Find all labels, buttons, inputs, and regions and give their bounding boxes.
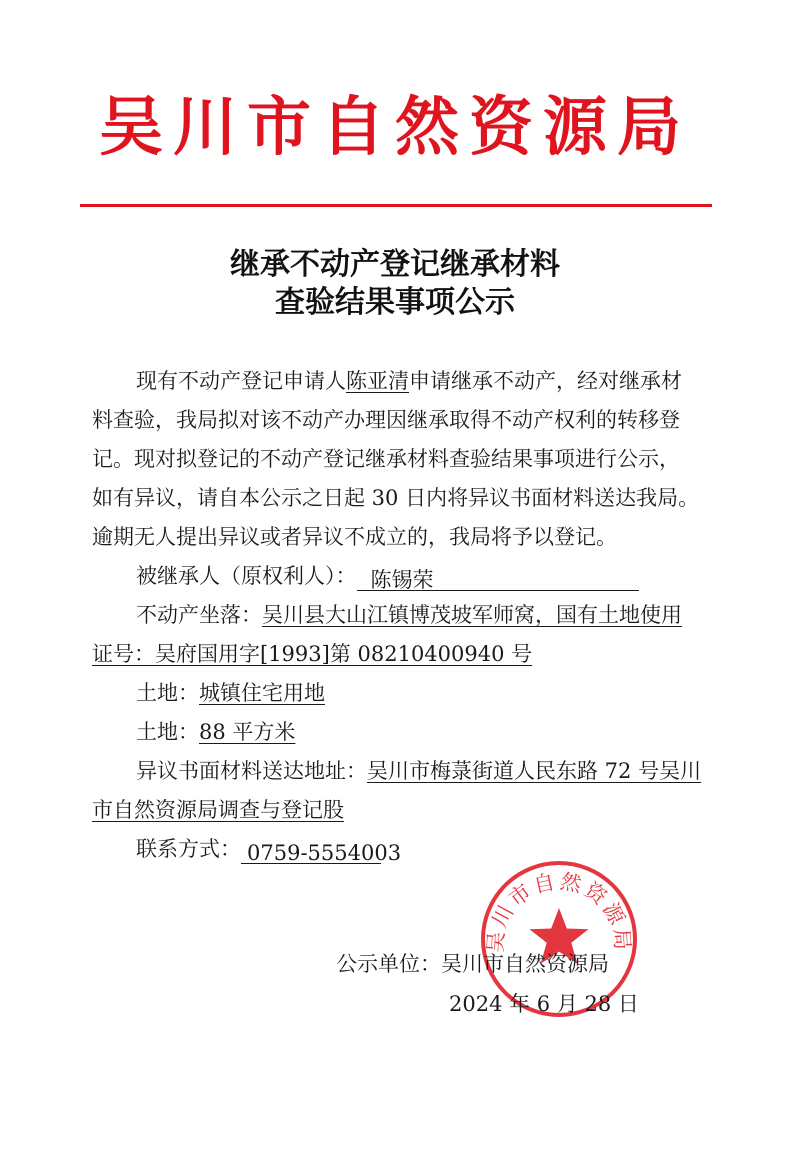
decedent-value-underline (357, 570, 639, 591)
contact-row (136, 839, 741, 864)
notice-title-line1: 继承不动产登记继承材料 (230, 247, 560, 282)
letterhead-org-name: 吴川市自然资源局 (99, 91, 691, 165)
address-value-line1: 吴川市梅菉街道人民东路 72 号吴川 (367, 759, 702, 783)
land-area-label: 土地： (136, 720, 199, 744)
publisher-signature: 公示单位：吴川市自然资源局 (336, 952, 609, 976)
land-area-row (136, 722, 741, 743)
land-use-label: 土地： (136, 681, 199, 705)
address-label: 异议书面材料送达地址： (136, 759, 367, 783)
contact-label: 联系方式： (136, 837, 241, 861)
applicant-name: 陈亚清 (346, 369, 409, 393)
land-use-row (136, 683, 741, 704)
paragraph-line-5: 逾期无人提出异议或者异议不成立的，我局将予以登记。 (92, 525, 617, 549)
contact-value-underline (241, 841, 402, 865)
land-use-value: 城镇住宅用地 (199, 681, 325, 705)
paragraph-line-2: 料查验，我局拟对该不动产办理因继承取得不动产权利的转移登 (92, 408, 680, 432)
paragraph-line-3: 记。现对拟登记的不动产登记继承材料查验结果事项进行公示， (92, 447, 680, 471)
location-label: 不动产坐落： (136, 603, 262, 627)
decedent-value: 陈锡荣 (370, 568, 434, 592)
contact-value: 0759-5554003 (247, 841, 402, 865)
paragraph-text: 现有不动产登记申请人 (136, 369, 346, 393)
location-row-2 (92, 644, 697, 665)
address-row-1 (136, 761, 741, 782)
seal-text: 吴川市自然资源局 (483, 869, 635, 954)
address-value-line2: 市自然资源局调查与登记股 (92, 798, 344, 822)
decedent-label: 被继承人（原权利人）： (136, 564, 357, 588)
notice-title-line2: 查验结果事项公示 (275, 285, 515, 320)
paragraph-line-4: 如有异议，请自本公示之日起 30 日内将异议书面材料送达我局。 (92, 486, 700, 510)
letterhead-red-rule (80, 204, 712, 207)
paragraph-text: 申请继承不动产，经对继承材 (409, 369, 682, 393)
land-area-value: 88 平方米 (199, 720, 296, 744)
location-value-line2: 证号：吴府国用字[1993]第 08210400940 号 (92, 642, 533, 666)
decedent-row (136, 566, 741, 591)
location-value-line1: 吴川县大山江镇博茂坡军师窝，国有土地使用 (262, 603, 682, 627)
location-row-1 (136, 605, 741, 626)
paragraph-line-1 (136, 371, 741, 392)
address-row-2 (92, 800, 697, 821)
publish-date: 2024 年 6 月 28 日 (449, 992, 639, 1016)
